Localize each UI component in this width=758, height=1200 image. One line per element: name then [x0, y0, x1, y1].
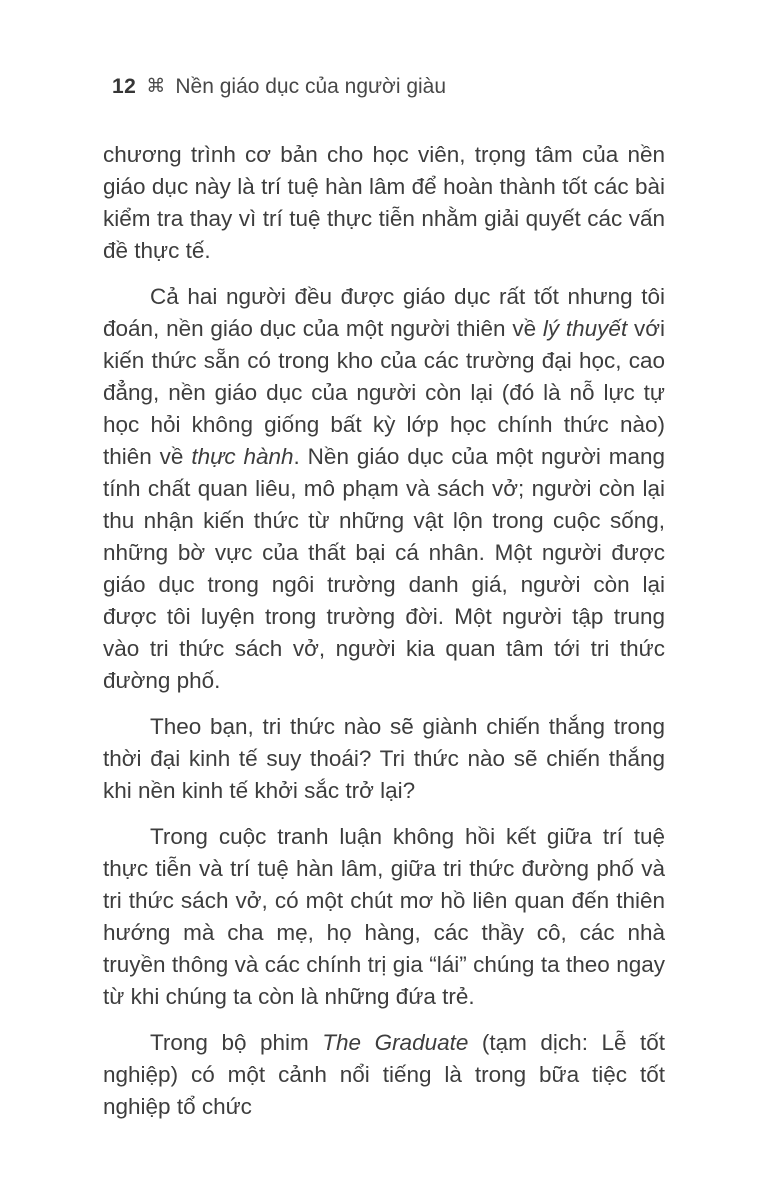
text-run: với kiến thức sẵn có trong kho của các trường đại học, cao đẳng, nền giáo dục của người còn lại (đó là nỗ lực tự học hỏi không giống bất kỳ lớp học chính thức nào) thiên về	[103, 316, 665, 469]
paragraph	[103, 711, 665, 807]
italic-text-run: lý thuyết	[542, 316, 628, 341]
paragraph	[103, 1027, 665, 1123]
page-header	[112, 74, 446, 101]
text-run: Trong cuộc tranh luận không hồi kết giữa trí tuệ thực tiễn và trí tuệ hàn lâm, giữa tri thức đường phố và tri thức sách vở, có một chút mơ hồ liên quan đến thiên hướng mà cha mẹ, họ hàng, các thầy cô, các nhà truyền thông và các chính trị gia “lái” chúng ta theo ngay từ khi chúng ta còn là những đứa trẻ.	[103, 824, 665, 1009]
text-run: (tạm dịch: Lễ tốt nghiệp) có một cảnh nổi tiếng là trong bữa tiệc tốt nghiệp tổ chức	[103, 1030, 666, 1119]
text-run: Theo bạn, tri thức nào sẽ giành chiến thắng trong thời đại kinh tế suy thoái? Tri thức nào sẽ chiến thắng khi nền kinh tế khởi sắc trở lại?	[103, 714, 665, 803]
text-run: chương trình cơ bản cho học viên, trọng tâm của nền giáo dục này là trí tuệ hàn lâm để hoàn thành tốt các bài kiểm tra thay vì trí tuệ thực tiễn nhằm giải quyết các vấn đề thực tế.	[103, 142, 665, 263]
running-title: Nền giáo dục của người giàu	[175, 75, 447, 98]
page-number: 12	[112, 75, 137, 98]
paragraph	[103, 821, 665, 1013]
paragraph	[103, 281, 665, 697]
text-run: . Nền giáo dục của một người mang tính chất quan liêu, mô phạm và sách vở; người còn lại thu nhận kiến thức từ những vật lộn trong cuộc sống, những bờ vực của thất bại cá nhân. Một người được giáo dục trong ngôi trường danh giá, người còn lại được tôi luyện trong trường đời. Một người tập trung vào tri thức sách vở, người kia quan tâm tới tri thức đường phố.	[103, 444, 665, 693]
ornament-icon: ⌘	[146, 76, 166, 97]
paragraph	[103, 139, 665, 267]
italic-text-run: thực hành	[191, 444, 294, 469]
italic-text-run: The Graduate	[322, 1030, 469, 1055]
text-run: Cả hai người đều được giáo dục rất tốt nhưng tôi đoán, nền giáo dục của một người thiên về	[103, 284, 665, 341]
page-body	[103, 139, 665, 1137]
text-run: Trong bộ phim	[150, 1030, 323, 1055]
